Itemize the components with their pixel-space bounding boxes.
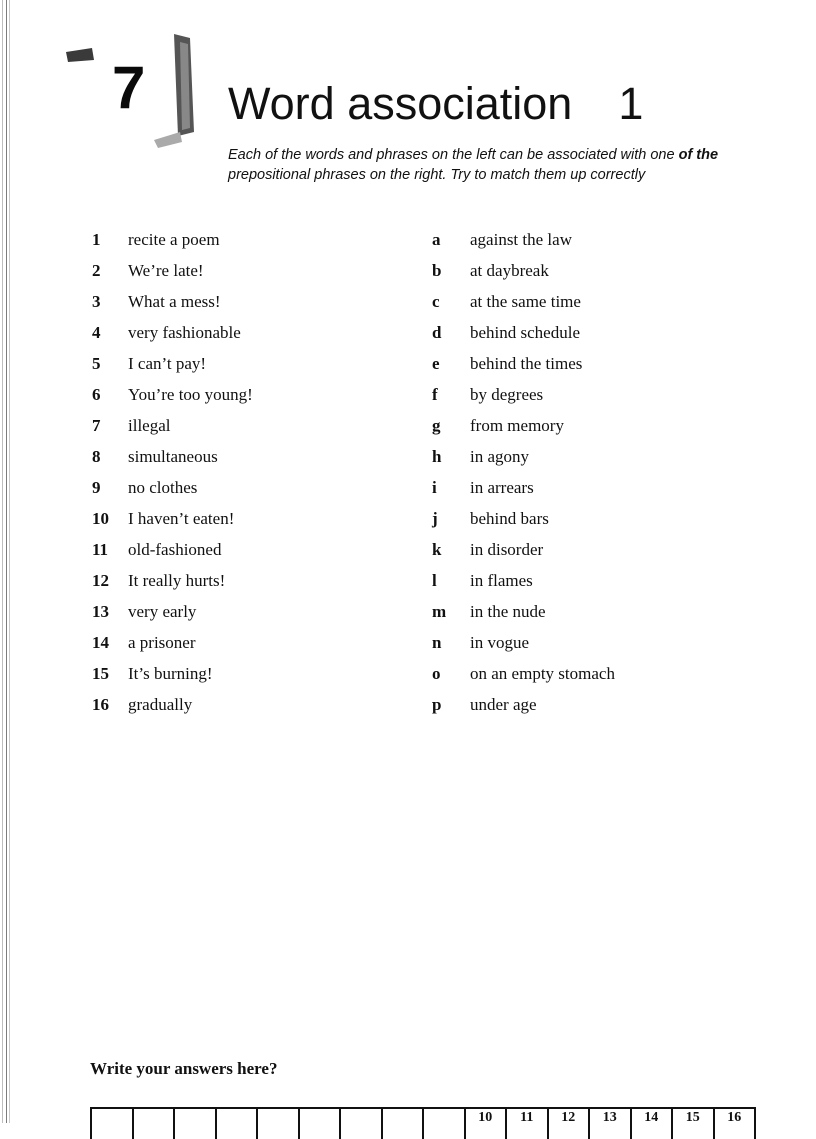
item-number: 11 bbox=[92, 539, 109, 559]
left-column bbox=[92, 224, 392, 720]
list-item bbox=[92, 534, 392, 565]
instructions-part1: Each of the words and phrases on the left can be associated with one bbox=[228, 147, 679, 163]
answer-cell[interactable]: 14 bbox=[630, 1109, 672, 1139]
list-item bbox=[432, 472, 732, 503]
item-text: in disorder bbox=[470, 539, 544, 559]
list-item bbox=[432, 255, 732, 286]
page-title bbox=[228, 78, 643, 130]
item-text: I can’t pay! bbox=[128, 353, 207, 373]
item-letter: p bbox=[432, 694, 442, 714]
answer-cell[interactable] bbox=[422, 1109, 464, 1139]
item-letter: d bbox=[432, 322, 442, 342]
answer-cell[interactable] bbox=[90, 1109, 132, 1139]
item-letter: f bbox=[432, 384, 438, 404]
answer-cell[interactable]: 16 bbox=[713, 1109, 757, 1139]
item-text: illegal bbox=[128, 415, 171, 435]
answer-cell[interactable] bbox=[173, 1109, 215, 1139]
list-item bbox=[432, 379, 732, 410]
answer-cell[interactable] bbox=[132, 1109, 174, 1139]
list-item bbox=[432, 627, 732, 658]
list-item bbox=[92, 565, 392, 596]
list-item bbox=[92, 224, 392, 255]
scan-edge-line bbox=[9, 0, 10, 1123]
item-text: behind bars bbox=[470, 508, 549, 528]
list-item bbox=[432, 348, 732, 379]
list-item bbox=[92, 410, 392, 441]
item-letter: b bbox=[432, 260, 442, 280]
list-item bbox=[92, 472, 392, 503]
item-text: from memory bbox=[470, 415, 564, 435]
item-text: on an empty stomach bbox=[470, 663, 615, 683]
item-number: 14 bbox=[92, 632, 109, 652]
list-item bbox=[432, 317, 732, 348]
item-letter: j bbox=[432, 508, 438, 528]
list-item bbox=[92, 596, 392, 627]
item-text: very early bbox=[128, 601, 197, 621]
item-text: against the law bbox=[470, 229, 572, 249]
list-item bbox=[432, 658, 732, 689]
answer-grid bbox=[90, 1107, 756, 1139]
list-item bbox=[432, 286, 732, 317]
item-number: 16 bbox=[92, 694, 109, 714]
list-item bbox=[92, 627, 392, 658]
item-letter: l bbox=[432, 570, 437, 590]
item-letter: c bbox=[432, 291, 440, 311]
title-text: Word association bbox=[228, 78, 573, 129]
item-text: behind schedule bbox=[470, 322, 580, 342]
item-number: 7 bbox=[92, 415, 101, 435]
list-item bbox=[92, 286, 392, 317]
answer-cell[interactable] bbox=[215, 1109, 257, 1139]
item-text: recite a poem bbox=[128, 229, 220, 249]
list-item bbox=[432, 534, 732, 565]
item-text: a prisoner bbox=[128, 632, 196, 652]
list-item bbox=[92, 658, 392, 689]
item-text: under age bbox=[470, 694, 537, 714]
item-number: 4 bbox=[92, 322, 101, 342]
item-text: at daybreak bbox=[470, 260, 549, 280]
answer-cell[interactable]: 15 bbox=[671, 1109, 713, 1139]
item-text: no clothes bbox=[128, 477, 198, 497]
item-number: 2 bbox=[92, 260, 101, 280]
item-text: in arrears bbox=[470, 477, 534, 497]
list-item bbox=[432, 503, 732, 534]
answers-label: Write your answers here? bbox=[90, 1059, 278, 1078]
item-text: in vogue bbox=[470, 632, 530, 652]
answer-cell[interactable]: 12 bbox=[547, 1109, 589, 1139]
item-text: in flames bbox=[470, 570, 533, 590]
item-text: by degrees bbox=[470, 384, 544, 404]
answer-cell[interactable] bbox=[256, 1109, 298, 1139]
item-letter: k bbox=[432, 539, 442, 559]
item-text: in the nude bbox=[470, 601, 546, 621]
item-number: 9 bbox=[92, 477, 101, 497]
item-number: 6 bbox=[92, 384, 101, 404]
list-item bbox=[432, 596, 732, 627]
list-item bbox=[92, 348, 392, 379]
item-number: 15 bbox=[92, 663, 109, 683]
list-item bbox=[432, 410, 732, 441]
title-number: 1 bbox=[618, 78, 644, 129]
item-letter: h bbox=[432, 446, 442, 466]
item-text: in agony bbox=[470, 446, 530, 466]
item-text: simultaneous bbox=[128, 446, 218, 466]
list-item bbox=[432, 565, 732, 596]
list-item bbox=[92, 317, 392, 348]
item-text: What a mess! bbox=[128, 291, 221, 311]
item-letter: m bbox=[432, 601, 447, 621]
list-item bbox=[92, 441, 392, 472]
item-text: behind the times bbox=[470, 353, 583, 373]
item-number: 5 bbox=[92, 353, 101, 373]
answer-cell[interactable] bbox=[298, 1109, 340, 1139]
item-text: You’re too young! bbox=[128, 384, 253, 404]
list-item bbox=[432, 224, 732, 255]
item-text: It really hurts! bbox=[128, 570, 226, 590]
item-number: 12 bbox=[92, 570, 109, 590]
item-number: 10 bbox=[92, 508, 109, 528]
answer-cell[interactable] bbox=[381, 1109, 423, 1139]
answer-cell[interactable]: 13 bbox=[588, 1109, 630, 1139]
item-text: at the same time bbox=[470, 291, 581, 311]
item-letter: n bbox=[432, 632, 442, 652]
instructions-part2: prepositional phrases on the right. Try to match them up correctly bbox=[228, 167, 646, 183]
right-column bbox=[432, 224, 732, 720]
item-text: very fashionable bbox=[128, 322, 241, 342]
item-number: 1 bbox=[92, 229, 101, 249]
item-number: 8 bbox=[92, 446, 101, 466]
list-item bbox=[92, 255, 392, 286]
scan-edge-line bbox=[6, 0, 7, 1123]
item-letter: g bbox=[432, 415, 441, 435]
scan-edge-line bbox=[2, 0, 3, 1123]
answer-cell[interactable]: 11 bbox=[505, 1109, 547, 1139]
list-item bbox=[92, 689, 392, 720]
list-item bbox=[432, 441, 732, 472]
item-letter: a bbox=[432, 229, 441, 249]
answer-cell[interactable]: 10 bbox=[464, 1109, 506, 1139]
item-letter: o bbox=[432, 663, 441, 683]
instructions bbox=[228, 145, 768, 185]
item-text: We’re late! bbox=[128, 260, 204, 280]
list-item bbox=[92, 503, 392, 534]
instructions-bold: of the bbox=[678, 147, 719, 163]
item-text: It’s burning! bbox=[128, 663, 213, 683]
list-item bbox=[432, 689, 732, 720]
item-text: old-fashioned bbox=[128, 539, 222, 559]
item-number: 13 bbox=[92, 601, 109, 621]
unit-number: 7 bbox=[112, 54, 146, 121]
item-text: gradually bbox=[128, 694, 193, 714]
item-number: 3 bbox=[92, 291, 101, 311]
item-text: I haven’t eaten! bbox=[128, 508, 235, 528]
item-letter: i bbox=[432, 477, 437, 497]
answer-cell[interactable] bbox=[339, 1109, 381, 1139]
list-item bbox=[92, 379, 392, 410]
item-letter: e bbox=[432, 353, 440, 373]
